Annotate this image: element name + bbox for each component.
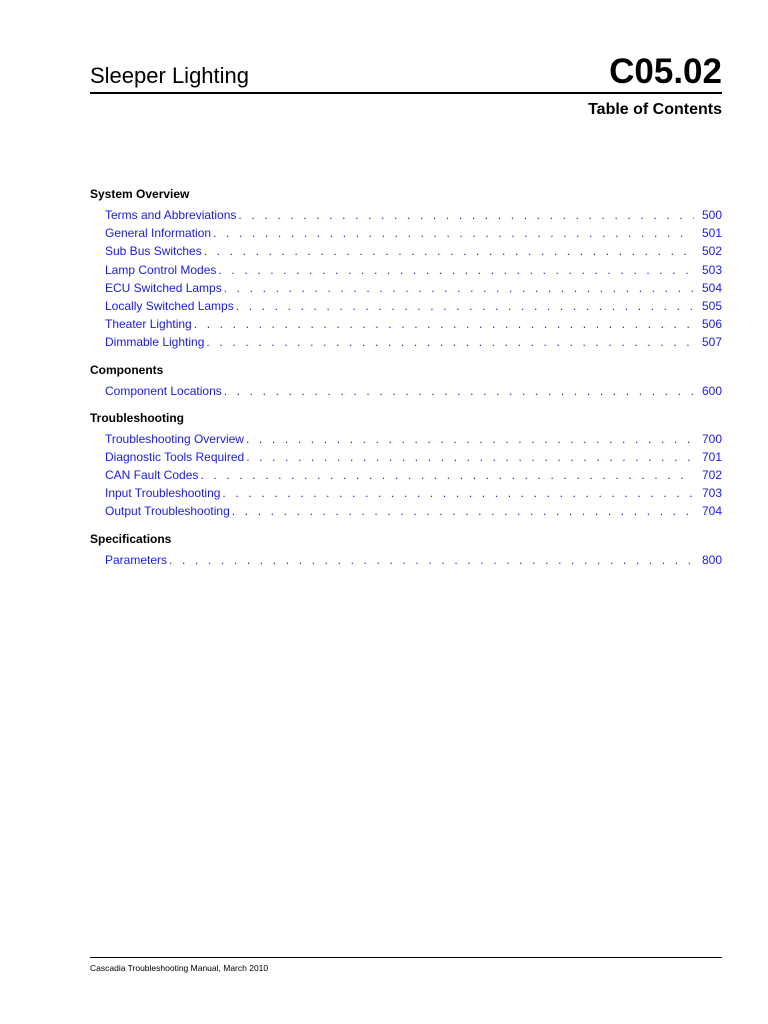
- toc-entry-page: 507: [701, 335, 722, 350]
- dot-leader: [232, 502, 694, 520]
- toc-entry[interactable]: [90, 242, 722, 260]
- dot-leader: [218, 261, 694, 279]
- toc-entry-label: Output Troubleshooting: [105, 504, 230, 519]
- toc-entry-page: 500: [701, 208, 722, 222]
- toc-section-heading: System Overview: [90, 187, 190, 201]
- toc-entry-page: 504: [701, 280, 722, 295]
- toc-section-components: [90, 362, 722, 400]
- dot-leader: [236, 297, 694, 315]
- toc-section-heading: Components: [90, 362, 164, 377]
- toc-entry-page: 503: [701, 262, 722, 277]
- toc-entry[interactable]: [90, 333, 722, 351]
- dot-leader: [213, 224, 694, 242]
- footer-text: Cascadia Troubleshooting Manual, March 2010: [90, 963, 269, 973]
- dot-leader: [206, 333, 694, 351]
- toc-entry-page: 702: [701, 468, 722, 483]
- toc-entry-page: 703: [701, 486, 722, 501]
- toc-entry-label: Sub Bus Switches: [105, 244, 202, 259]
- toc-section-system-overview: [90, 186, 722, 352]
- toc-entry-label: CAN Fault Codes: [105, 468, 199, 483]
- toc-entry[interactable]: [90, 315, 722, 333]
- toc-section-heading: Specifications: [90, 531, 172, 546]
- toc-entry[interactable]: [90, 206, 722, 224]
- toc-entry[interactable]: [90, 261, 722, 279]
- toc-section-heading: Troubleshooting: [90, 410, 184, 425]
- dot-leader: [246, 430, 694, 448]
- toc-entry-label: Input Troubleshooting: [105, 486, 221, 501]
- toc-entry-label: Dimmable Lighting: [105, 335, 205, 350]
- toc-entry-page: 701: [701, 449, 722, 464]
- toc-entry[interactable]: [90, 551, 722, 569]
- toc-entry-label: General Information: [105, 226, 212, 241]
- toc-entry-page: 704: [701, 504, 722, 519]
- toc-entry[interactable]: [90, 502, 722, 520]
- footer-divider: [90, 957, 722, 958]
- toc-entry[interactable]: [90, 466, 722, 484]
- toc-entry[interactable]: [90, 297, 722, 315]
- toc-entry[interactable]: [90, 430, 722, 448]
- toc-entry-label: Component Locations: [105, 383, 222, 398]
- toc-entry-page: 506: [701, 317, 722, 332]
- dot-leader: [200, 466, 694, 484]
- dot-leader: [222, 484, 694, 502]
- section-title: Sleeper Lighting: [90, 63, 250, 88]
- dot-leader: [238, 206, 694, 224]
- toc-entry-label: Locally Switched Lamps: [105, 298, 234, 313]
- toc-entry-page: 505: [701, 298, 722, 313]
- dot-leader: [224, 382, 694, 400]
- toc-entry-label: Parameters: [105, 552, 168, 567]
- toc-entry-label: Terms and Abbreviations: [105, 208, 237, 222]
- table-of-contents: [90, 186, 722, 579]
- toc-entry-label: Theater Lighting: [105, 317, 192, 332]
- toc-section-troubleshooting: [90, 410, 722, 521]
- toc-entry[interactable]: [90, 448, 722, 466]
- toc-entry[interactable]: [90, 484, 722, 502]
- toc-entry[interactable]: [90, 279, 722, 297]
- dot-leader: [224, 279, 694, 297]
- dot-leader: [194, 315, 694, 333]
- dot-leader: [246, 448, 694, 466]
- toc-entry-label: Lamp Control Modes: [105, 262, 217, 277]
- page-title: Table of Contents: [588, 101, 722, 118]
- section-code: C05.02: [609, 52, 722, 91]
- toc-entry-page: 800: [701, 552, 722, 567]
- dot-leader: [204, 242, 694, 260]
- toc-entry-label: ECU Switched Lamps: [105, 280, 222, 295]
- toc-entry-page: 501: [701, 226, 722, 241]
- toc-section-specifications: [90, 531, 722, 569]
- toc-entry[interactable]: [90, 382, 722, 400]
- header-divider: [90, 92, 722, 94]
- dot-leader: [169, 551, 694, 569]
- toc-entry-label: Diagnostic Tools Required: [105, 449, 245, 464]
- toc-entry-page: 502: [701, 244, 722, 259]
- toc-entry-page: 600: [701, 383, 722, 398]
- toc-entry[interactable]: [90, 224, 722, 242]
- toc-entry-label: Troubleshooting Overview: [105, 431, 244, 446]
- toc-entry-page: 700: [701, 431, 722, 446]
